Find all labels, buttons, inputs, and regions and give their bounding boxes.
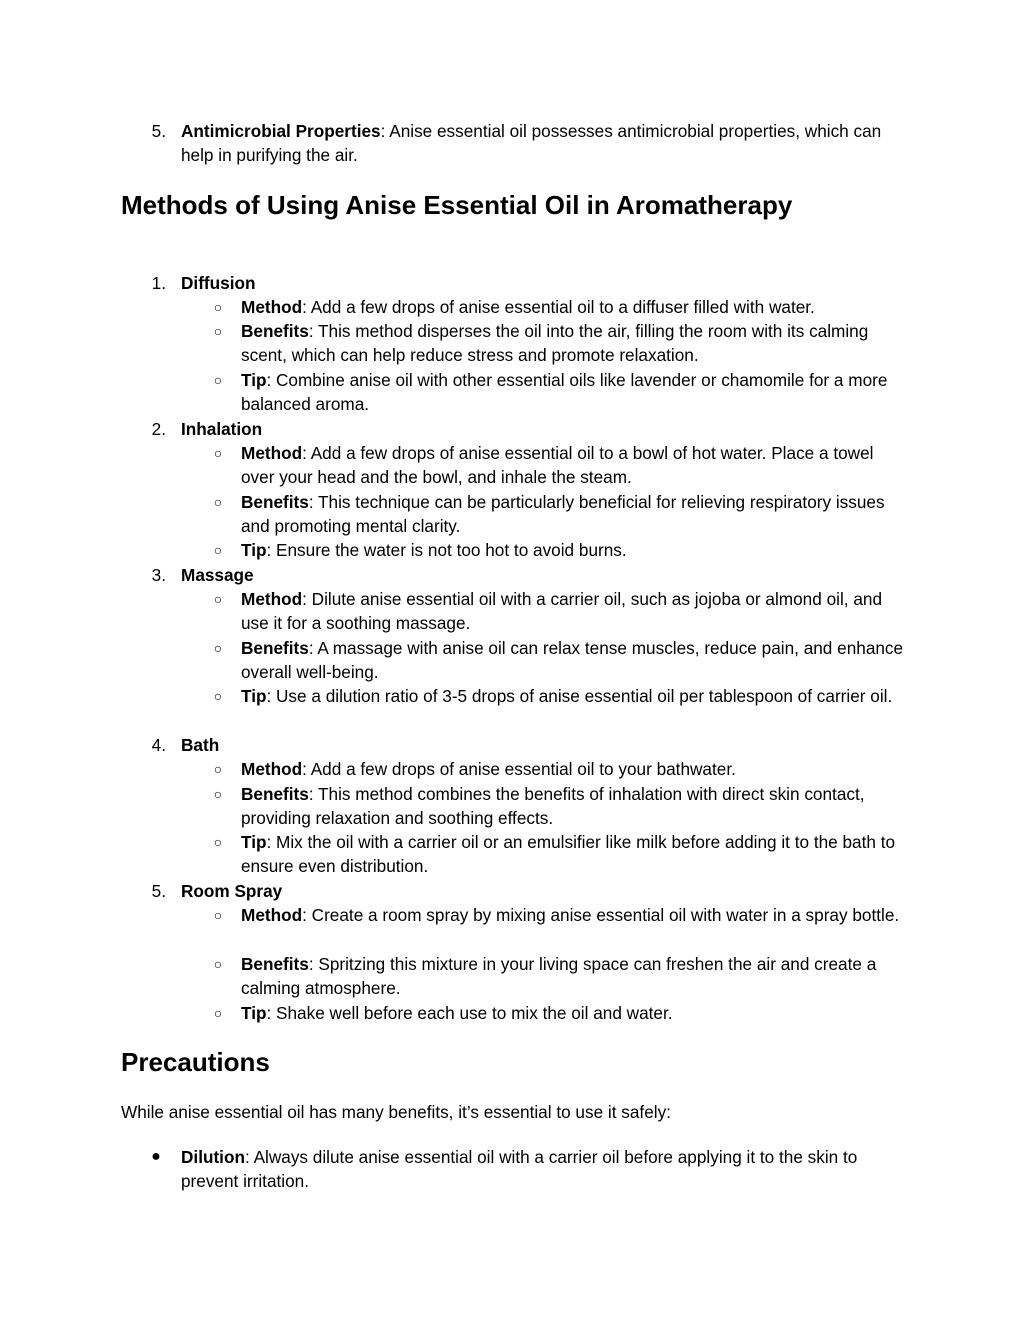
sub-bullet-icon: ○ (213, 372, 223, 388)
precautions-intro: While anise essential oil has many benefits, it’s essential to use it safely: (121, 1102, 671, 1122)
sub-list-item: Tip: Ensure the water is not too hot to avoid burns. (241, 540, 627, 560)
sub-bullet-icon: ○ (213, 786, 223, 802)
method-title: Diffusion (181, 273, 256, 293)
sub-list-item: Benefits: This method combines the benefits of inhalation with direct skin contact, providing relaxation and soothing effects. (241, 784, 865, 829)
sub-list-item: Benefits: This method disperses the oil into the air, filling the room with its calming scent, which can help reduce stress and promote relaxation. (241, 321, 869, 366)
sub-list-item: Benefits: This technique can be particularly beneficial for relieving respiratory issues and promoting mental clarity. (241, 492, 885, 537)
sub-bullet-icon: ○ (213, 299, 223, 315)
sub-bullet-icon: ○ (213, 761, 223, 777)
bullet-icon: ● (151, 1148, 161, 1165)
sub-list-item: Method: Add a few drops of anise essential oil to your bathwater. (241, 759, 736, 779)
section-heading-methods: Methods of Using Anise Essential Oil in Aromatherapy (121, 190, 793, 220)
method-title: Inhalation (181, 419, 263, 439)
list-item-antimicrobial (181, 119, 911, 168)
sub-bullet-icon: ○ (213, 834, 223, 850)
list-number: 1. (151, 273, 166, 293)
list-number: 2. (151, 419, 166, 439)
sub-list-item: Benefits: A massage with anise oil can relax tense muscles, reduce pain, and enhance overall well-being. (241, 638, 904, 683)
sub-list-item: Tip: Shake well before each use to mix the oil and water. (241, 1003, 673, 1023)
sub-list-item: Benefits: Spritzing this mixture in your living space can freshen the air and create a calming atmosphere. (241, 954, 877, 999)
precaution-item-dilution: Dilution: Always dilute anise essential oil with a carrier oil before applying it to the skin to prevent irritation. (181, 1147, 858, 1192)
sub-list-item: Tip: Use a dilution ratio of 3-5 drops of anise essential oil per tablespoon of carrier oil. (241, 686, 893, 706)
section-heading-precautions: Precautions (121, 1047, 270, 1077)
sub-bullet-icon: ○ (213, 542, 223, 558)
sub-list-item: Method: Add a few drops of anise essential oil to a diffuser filled with water. (241, 297, 815, 317)
list-number: 5. (151, 121, 166, 141)
sub-list-item: Method: Create a room spray by mixing anise essential oil with water in a spray bottle. (241, 905, 900, 925)
sub-bullet-icon: ○ (213, 640, 223, 656)
method-title: Bath (181, 735, 220, 755)
sub-list-item: Tip: Combine anise oil with other essential oils like lavender or chamomile for a more balanced aroma. (241, 370, 888, 415)
item-text: : Anise essential oil possesses antimicrobial properties, which can help in purifying the air. (181, 121, 882, 166)
sub-bullet-icon: ○ (213, 445, 223, 461)
sub-bullet-icon: ○ (213, 907, 223, 923)
sub-bullet-icon: ○ (213, 494, 223, 510)
sub-bullet-icon: ○ (213, 688, 223, 704)
sub-list-item: Method: Dilute anise essential oil with a carrier oil, such as jojoba or almond oil, and use it for a soothing massage. (241, 589, 883, 634)
sub-list-item: Tip: Mix the oil with a carrier oil or an emulsifier like milk before adding it to the bath to ensure even distribution. (241, 832, 896, 877)
method-title: Room Spray (181, 881, 283, 901)
list-number: 4. (151, 735, 166, 755)
sub-bullet-icon: ○ (213, 323, 223, 339)
item-title: Antimicrobial Properties (181, 121, 381, 141)
sub-list-item: Method: Add a few drops of anise essential oil to a bowl of hot water. Place a towel over your head and the bowl, and inhale the steam. (241, 443, 874, 488)
method-title: Massage (181, 565, 254, 585)
sub-bullet-icon: ○ (213, 956, 223, 972)
sub-bullet-icon: ○ (213, 591, 223, 607)
sub-bullet-icon: ○ (213, 1005, 223, 1021)
list-number: 5. (151, 881, 166, 901)
list-number: 3. (151, 565, 166, 585)
